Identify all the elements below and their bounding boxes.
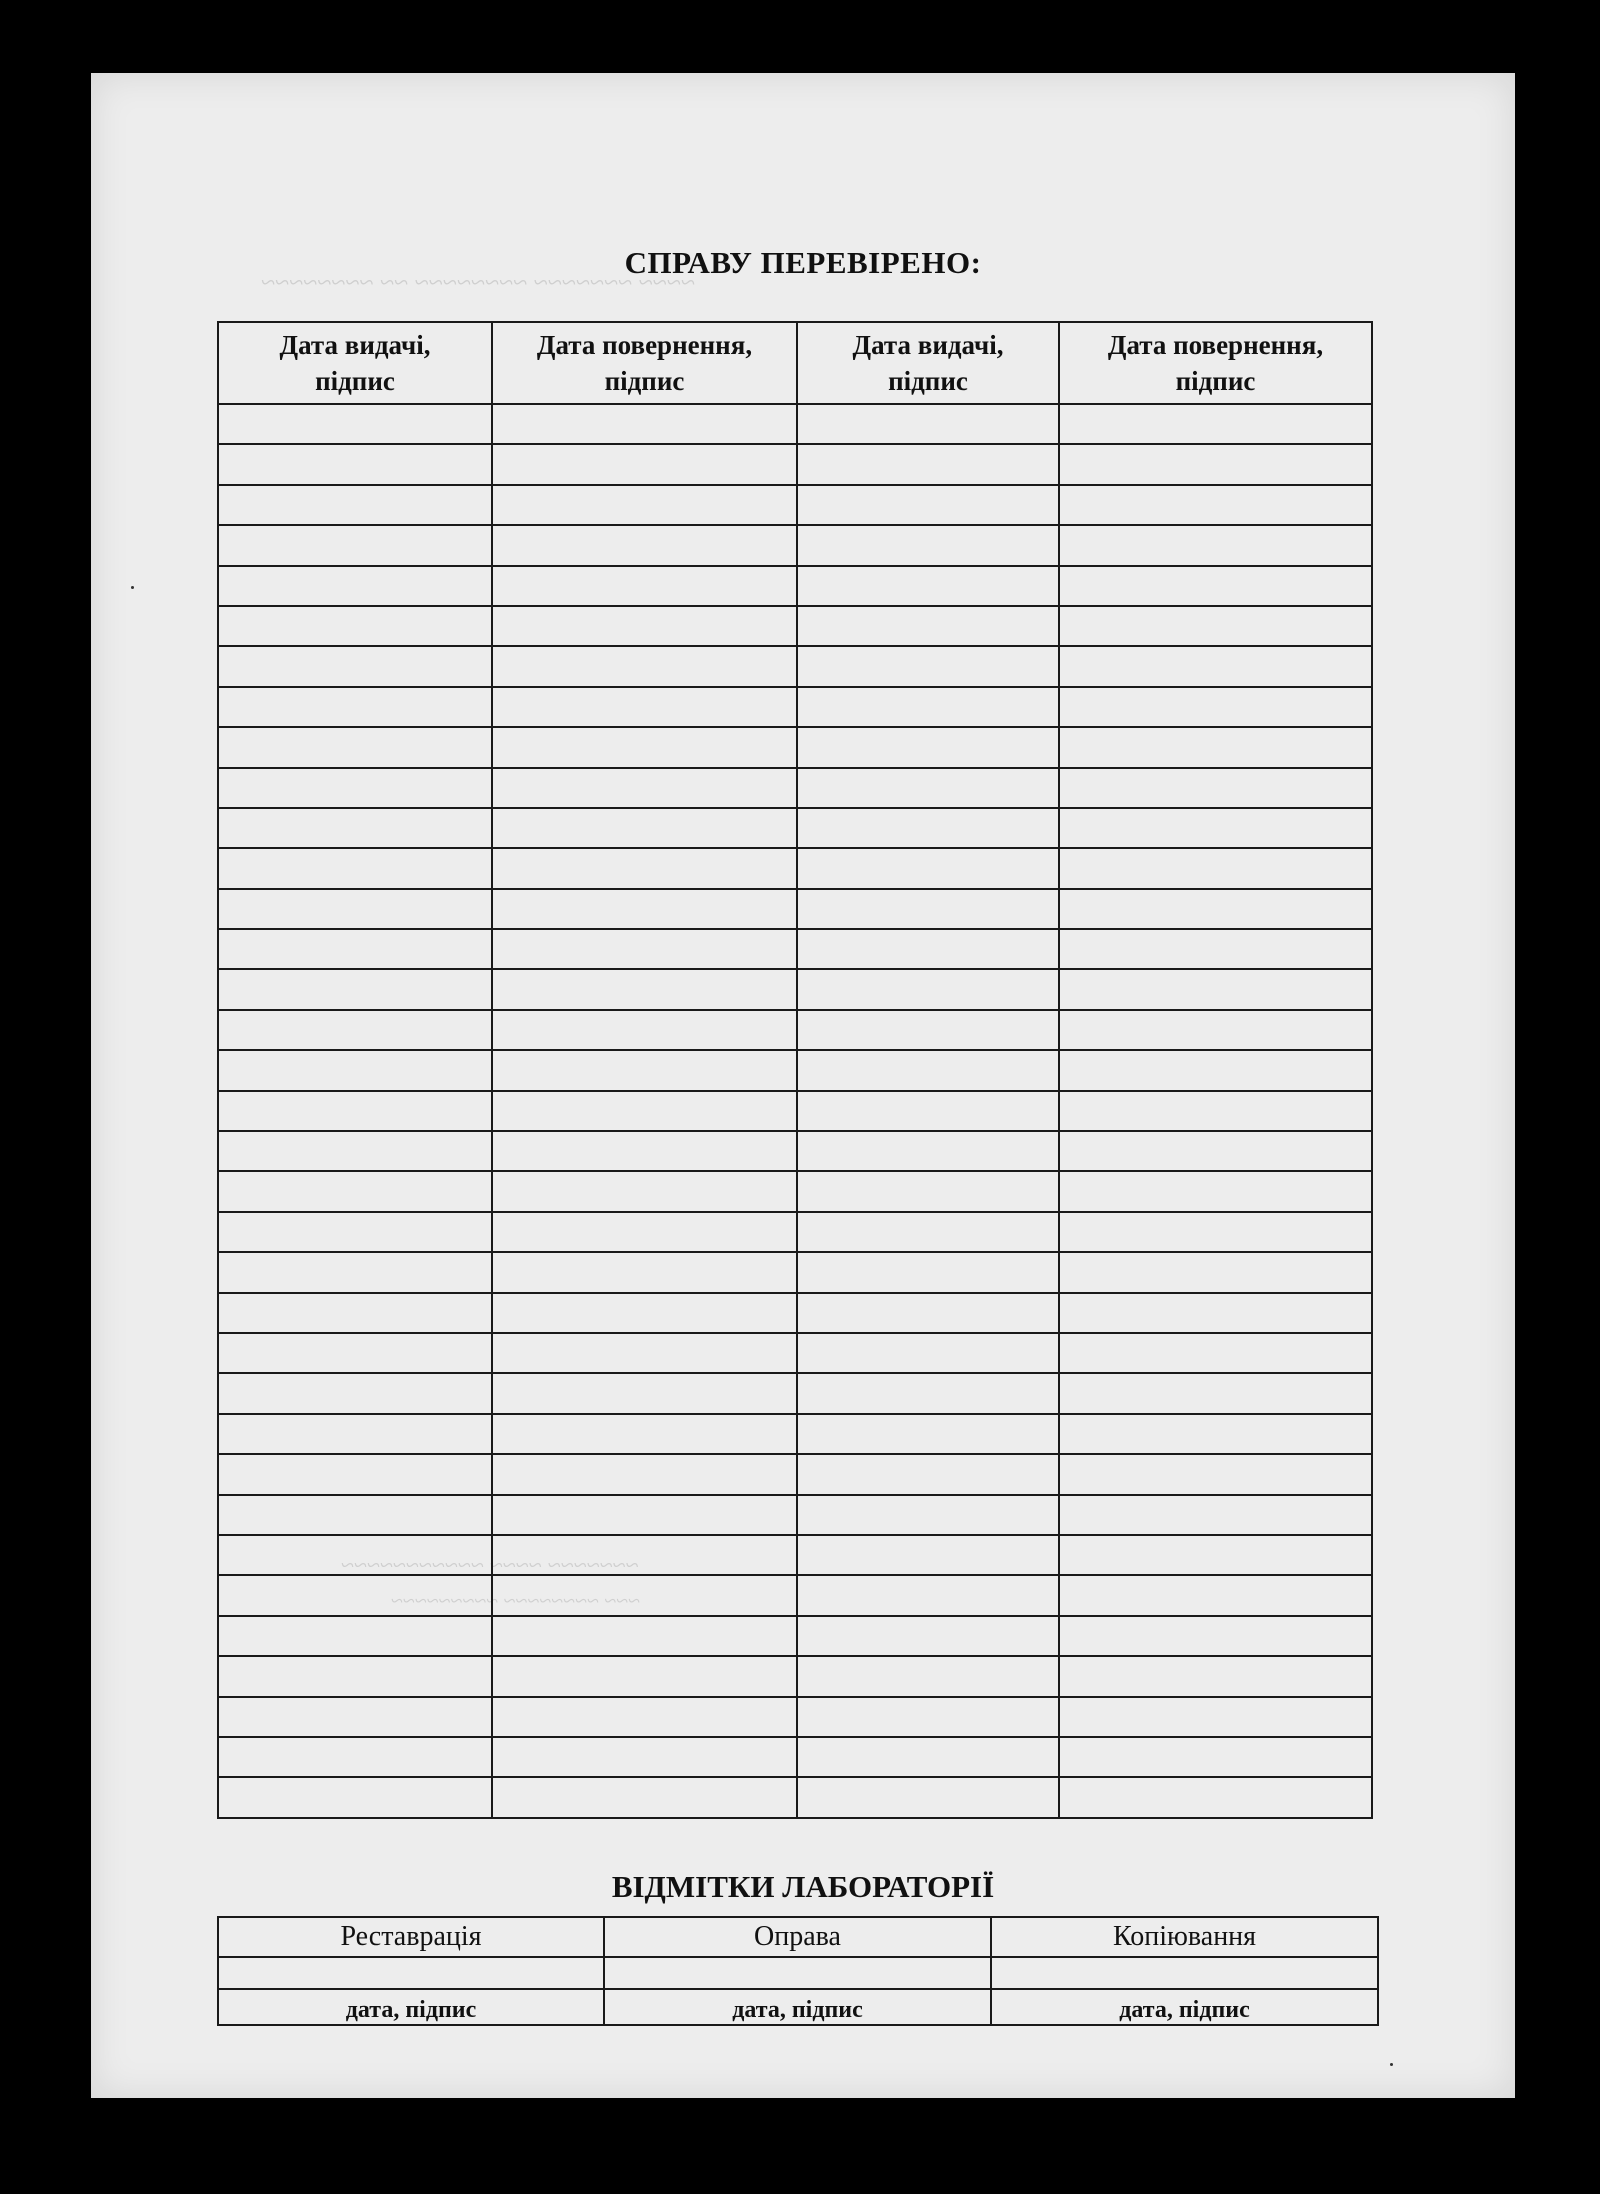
empty-cell (492, 1333, 797, 1373)
empty-cell (492, 606, 797, 646)
empty-cell (218, 1333, 492, 1373)
empty-cell (218, 485, 492, 525)
empty-cell (797, 848, 1059, 888)
empty-cell (218, 646, 492, 686)
table-row (218, 929, 1372, 969)
header-return-date-1: Дата повернення, підпис (492, 322, 797, 404)
empty-cell (1059, 929, 1372, 969)
empty-cell (218, 1656, 492, 1696)
table-row (218, 1091, 1372, 1131)
empty-cell (218, 969, 492, 1009)
table-row (218, 1454, 1372, 1494)
empty-cell (492, 768, 797, 808)
empty-cell (797, 525, 1059, 565)
empty-cell (492, 1212, 797, 1252)
table-row (218, 1697, 1372, 1737)
empty-cell (492, 1697, 797, 1737)
empty-cell (797, 1010, 1059, 1050)
empty-cell (218, 1252, 492, 1292)
empty-cell (797, 1535, 1059, 1575)
empty-cell (1059, 404, 1372, 444)
page-title: СПРАВУ ПЕРЕВІРЕНО: (624, 245, 982, 280)
empty-cell (797, 969, 1059, 1009)
empty-cell (797, 768, 1059, 808)
bleed-through-text: ~~~~~~~ ~~~~ ~~~~~~~~~~~ (341, 1553, 639, 1579)
empty-cell (218, 1171, 492, 1211)
empty-cell (492, 1293, 797, 1333)
empty-cell (1059, 1616, 1372, 1656)
table-row (218, 808, 1372, 848)
empty-cell (1059, 727, 1372, 767)
empty-cell (492, 1171, 797, 1211)
empty-cell (492, 1656, 797, 1696)
empty-cell (1059, 1777, 1372, 1817)
empty-cell (492, 1737, 797, 1777)
empty-cell (1059, 1010, 1372, 1050)
empty-cell (492, 1131, 797, 1171)
lab-cell (991, 1957, 1378, 1989)
table-row (218, 1777, 1372, 1817)
bleed-through-text: ~~~ ~~~~~~~~ ~~~~~~~~~ (391, 1588, 641, 1613)
empty-cell (1059, 1697, 1372, 1737)
empty-cell (1059, 969, 1372, 1009)
checks-table-body (218, 404, 1372, 1818)
table-row (218, 1737, 1372, 1777)
table-row (218, 727, 1372, 767)
empty-cell (218, 889, 492, 929)
empty-cell (797, 1777, 1059, 1817)
header-issue-date-1: Дата видачі, підпис (218, 322, 492, 404)
empty-cell (218, 1010, 492, 1050)
empty-cell (1059, 1333, 1372, 1373)
empty-cell (1059, 1575, 1372, 1615)
empty-cell (1059, 525, 1372, 565)
empty-cell (218, 444, 492, 484)
table-row (218, 1171, 1372, 1211)
empty-cell (797, 1252, 1059, 1292)
empty-cell (492, 1414, 797, 1454)
empty-cell (1059, 646, 1372, 686)
empty-cell (797, 1212, 1059, 1252)
empty-cell (797, 444, 1059, 484)
empty-cell (492, 969, 797, 1009)
empty-cell (1059, 768, 1372, 808)
empty-cell (492, 566, 797, 606)
empty-cell (797, 1333, 1059, 1373)
empty-cell (1059, 1454, 1372, 1494)
header-issue-date-2: Дата видачі, підпис (797, 322, 1059, 404)
empty-cell (218, 687, 492, 727)
empty-cell (797, 1131, 1059, 1171)
table-row (218, 485, 1372, 525)
header-return-date-2: Дата повернення, підпис (1059, 322, 1372, 404)
header-copying: Копіювання (991, 1917, 1378, 1957)
scan-speck (131, 586, 134, 589)
table-row (218, 1293, 1372, 1333)
empty-cell (1059, 606, 1372, 646)
document-page (91, 73, 1515, 2098)
empty-cell (797, 687, 1059, 727)
lab-cell (218, 1957, 604, 1989)
empty-cell (1059, 566, 1372, 606)
table-row (218, 1131, 1372, 1171)
empty-cell (797, 1414, 1059, 1454)
table-row (218, 1575, 1372, 1615)
table-row (218, 1535, 1372, 1575)
empty-cell (1059, 1293, 1372, 1333)
lab-section-title: ВІДМІТКИ ЛАБОРАТОРІЇ (611, 1869, 995, 1904)
bleed-through-text: ~~~~ ~~~~~~~ ~~~~~~~~ ~~ ~~~~~~~~ (261, 268, 695, 297)
empty-cell (218, 606, 492, 646)
empty-cell (218, 1293, 492, 1333)
empty-cell (218, 768, 492, 808)
empty-cell (218, 1697, 492, 1737)
empty-cell (492, 929, 797, 969)
empty-cell (1059, 687, 1372, 727)
table-row (218, 566, 1372, 606)
empty-cell (1059, 1495, 1372, 1535)
empty-cell (492, 727, 797, 767)
empty-cell (492, 1091, 797, 1131)
empty-cell (797, 1697, 1059, 1737)
lab-signature-row (218, 1989, 1378, 2025)
table-row (218, 969, 1372, 1009)
empty-cell (1059, 1414, 1372, 1454)
empty-cell (492, 1495, 797, 1535)
table-row (218, 687, 1372, 727)
empty-cell (218, 1495, 492, 1535)
empty-cell (492, 646, 797, 686)
empty-cell (218, 1131, 492, 1171)
table-row (218, 1414, 1372, 1454)
empty-cell (797, 404, 1059, 444)
table-row (218, 1616, 1372, 1656)
table-row (218, 444, 1372, 484)
empty-cell (492, 404, 797, 444)
header-restoration: Реставрація (218, 1917, 604, 1957)
empty-cell (492, 1575, 797, 1615)
empty-cell (1059, 1212, 1372, 1252)
empty-cell (1059, 808, 1372, 848)
empty-cell (218, 1777, 492, 1817)
empty-cell (1059, 1373, 1372, 1413)
empty-cell (1059, 1737, 1372, 1777)
empty-cell (218, 1535, 492, 1575)
binding-signature-label: дата, підпис (604, 1989, 991, 2025)
table-row (218, 1212, 1372, 1252)
lab-blank-row (218, 1957, 1378, 1989)
empty-cell (797, 1293, 1059, 1333)
restoration-signature-label: дата, підпис (218, 1989, 604, 2025)
empty-cell (492, 808, 797, 848)
empty-cell (797, 566, 1059, 606)
empty-cell (218, 566, 492, 606)
empty-cell (1059, 848, 1372, 888)
table-row (218, 525, 1372, 565)
empty-cell (492, 889, 797, 929)
empty-cell (218, 1373, 492, 1413)
copying-signature-label: дата, підпис (991, 1989, 1378, 2025)
empty-cell (1059, 1091, 1372, 1131)
lab-cell (604, 1957, 991, 1989)
empty-cell (797, 485, 1059, 525)
scan-speck (1390, 2063, 1393, 2066)
table-row (218, 1010, 1372, 1050)
empty-cell (218, 1414, 492, 1454)
table-row (218, 1050, 1372, 1090)
empty-cell (218, 848, 492, 888)
empty-cell (218, 1454, 492, 1494)
empty-cell (492, 525, 797, 565)
empty-cell (218, 525, 492, 565)
empty-cell (492, 485, 797, 525)
empty-cell (1059, 1171, 1372, 1211)
empty-cell (797, 1575, 1059, 1615)
empty-cell (218, 727, 492, 767)
empty-cell (797, 1737, 1059, 1777)
empty-cell (797, 606, 1059, 646)
empty-cell (1059, 1252, 1372, 1292)
empty-cell (492, 1050, 797, 1090)
table-row (218, 1252, 1372, 1292)
empty-cell (1059, 889, 1372, 929)
table-row (218, 404, 1372, 444)
empty-cell (797, 1495, 1059, 1535)
empty-cell (1059, 444, 1372, 484)
empty-cell (1059, 1050, 1372, 1090)
empty-cell (218, 929, 492, 969)
empty-cell (218, 808, 492, 848)
empty-cell (797, 1091, 1059, 1131)
empty-cell (797, 646, 1059, 686)
lab-table (217, 1916, 1379, 2026)
table-row (218, 1495, 1372, 1535)
empty-cell (797, 727, 1059, 767)
lab-table-header-row (218, 1917, 1378, 1957)
table-row (218, 1656, 1372, 1696)
table-row (218, 1373, 1372, 1413)
empty-cell (492, 1616, 797, 1656)
table-row (218, 889, 1372, 929)
empty-cell (797, 1171, 1059, 1211)
empty-cell (797, 1050, 1059, 1090)
checks-table (217, 321, 1373, 1819)
empty-cell (797, 1373, 1059, 1413)
empty-cell (797, 929, 1059, 969)
empty-cell (492, 1010, 797, 1050)
empty-cell (797, 889, 1059, 929)
empty-cell (218, 1575, 492, 1615)
empty-cell (1059, 1131, 1372, 1171)
table-row (218, 768, 1372, 808)
empty-cell (1059, 1656, 1372, 1696)
empty-cell (218, 1616, 492, 1656)
header-binding: Оправа (604, 1917, 991, 1957)
empty-cell (492, 848, 797, 888)
empty-cell (797, 1656, 1059, 1696)
empty-cell (492, 1777, 797, 1817)
table-row (218, 646, 1372, 686)
empty-cell (1059, 1535, 1372, 1575)
empty-cell (492, 1252, 797, 1292)
table-row (218, 1333, 1372, 1373)
checks-table-header-row (218, 322, 1372, 404)
empty-cell (492, 444, 797, 484)
empty-cell (218, 1091, 492, 1131)
table-row (218, 606, 1372, 646)
empty-cell (492, 1373, 797, 1413)
empty-cell (218, 1050, 492, 1090)
empty-cell (1059, 485, 1372, 525)
empty-cell (492, 1535, 797, 1575)
empty-cell (218, 1212, 492, 1252)
table-row (218, 848, 1372, 888)
empty-cell (797, 1454, 1059, 1494)
empty-cell (492, 687, 797, 727)
empty-cell (218, 1737, 492, 1777)
empty-cell (218, 404, 492, 444)
empty-cell (797, 808, 1059, 848)
empty-cell (797, 1616, 1059, 1656)
empty-cell (492, 1454, 797, 1494)
